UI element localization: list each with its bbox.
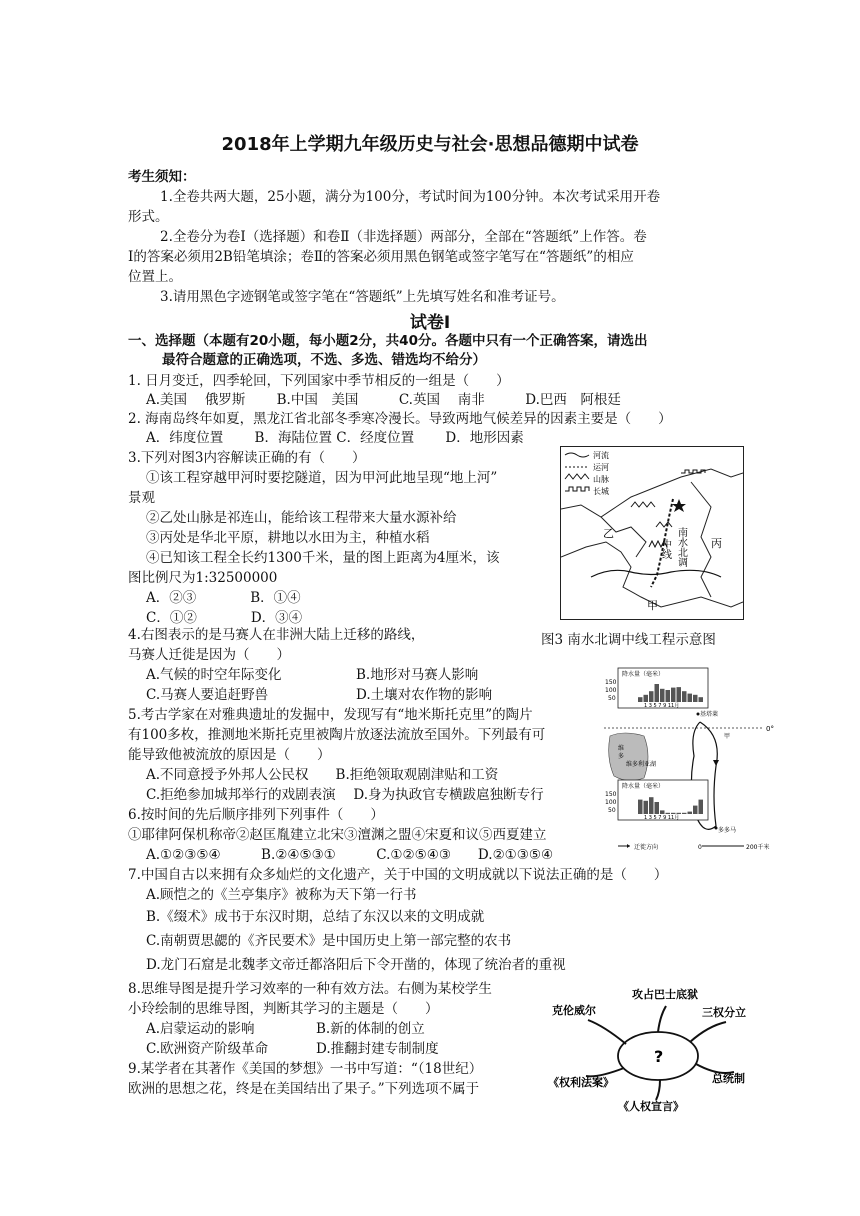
precip-bar [671, 688, 676, 702]
precip-bar [666, 813, 671, 814]
precip-bar [693, 695, 698, 702]
question-6-options: A.①②③⑤④ B.②④⑤③① C.①②⑤④③ D.②①③⑤④ [146, 847, 554, 863]
question-7-option-c: C.南朝贾思勰的《齐民要术》是中国历史上第一部完整的农书 [146, 933, 512, 949]
legend-river: 河流 [593, 451, 609, 460]
top-month-ticks: 1 3 5 7 9 11月 [644, 703, 680, 709]
question-8-option-c: C.欧洲资产阶级革命 [146, 1041, 269, 1057]
mind-map-node-bill-of-rights: 《权利法案》 [548, 1076, 614, 1089]
notice-heading: 考生须知： [128, 169, 196, 185]
question-4-option-d: D.土壤对农作物的影响 [356, 687, 493, 703]
bottom-chart-label: 降水量（毫米） [622, 783, 665, 790]
question-8-option-a: A.启蒙运动的影响 [146, 1021, 255, 1037]
question-3-statement: 景观 [128, 490, 155, 506]
question-9-stem: 9.某学者在其著作《美国的梦想》一书中写道：“（18世纪） [128, 1061, 483, 1077]
notice-line: 2.全卷分为卷Ⅰ（选择题）和卷Ⅱ（非选择题）两部分，全部在“答题纸”上作答。卷 [160, 229, 647, 245]
precip-bar [644, 801, 649, 814]
figure-3-map [560, 446, 744, 620]
precip-bar [649, 797, 654, 814]
map-label-yi: 乙 [603, 527, 614, 540]
figure-4-migration-map [604, 666, 780, 856]
question-8-stem: 小玲绘制的思维导图，判断其学习的主题是（ ） [128, 1001, 439, 1017]
precip-bar [699, 697, 704, 702]
precip-bar [649, 691, 654, 702]
question-4-stem: 马赛人迁徙是因为（ ） [128, 647, 290, 663]
legend-mountain: 山脉 [593, 475, 609, 484]
precip-bar [699, 800, 704, 814]
bottom-month-ticks: 1 3 5 7 9 11月 [644, 815, 680, 821]
mark-jia: 甲 [724, 733, 731, 740]
scale-200: 200千米 [746, 844, 770, 851]
map-label-jia: 甲 [647, 599, 658, 612]
question-5-stem: 能导致他被流放的原因是（ ） [128, 747, 331, 763]
tick-100: 100 [605, 687, 617, 694]
tick-100b: 100 [605, 799, 617, 806]
paper-one-heading: 试卷Ⅰ [409, 313, 451, 333]
question-7-option-a: A.顾恺之的《兰亭集序》被称为天下第一行书 [146, 887, 417, 903]
question-9-stem: 欧洲的思想之花，终是在美国结出了果子。”下列选项不属于 [128, 1081, 480, 1097]
lake-label-1: 维 [618, 745, 625, 752]
question-2-stem: 2. 海南岛终年如夏，黑龙江省北部冬季寒冷漫长。导致两地气候差异的因素主要是（ ） [128, 411, 672, 427]
question-3-options: A．②③ B．①④ [146, 590, 301, 606]
precip-bar [677, 813, 682, 814]
question-4-stem: 4.右图表示的是马赛人在非洲大陆上迁移的路线， [128, 627, 425, 643]
section-heading: 一、选择题（本题有20小题，每小题2分，共40分。各题中只有一个正确答案，请选出 [128, 333, 648, 349]
notice-line: Ⅰ的答案必须用2B铅笔填涂；卷Ⅱ的答案必须用黑色钢笔或签字笔写在“答题纸”的相应 [128, 249, 634, 265]
notice-line: 1.全卷共两大题，25小题，满分为100分，考试时间为100分钟。本次考试采用开卷 [160, 189, 661, 205]
question-4-option-c: C.马赛人要追赶野兽 [146, 687, 269, 703]
legend-wall: 长城 [593, 487, 609, 496]
tick-50: 50 [608, 695, 616, 702]
question-7-stem: 7.中国自古以来拥有众多灿烂的文化遗产，关于中国的文明成就以下说法正确的是（ ） [128, 867, 668, 883]
question-1-stem: 1. 日月变迁，四季轮回，下列国家中季节相反的一组是（ ） [128, 373, 510, 389]
place-dodoma: 多多马 [718, 827, 737, 834]
precip-bar [655, 802, 660, 814]
precip-bar [644, 695, 649, 702]
question-5-options: C.拒绝参加城邦举行的戏剧表演 D.身为执政官专横跋扈独断专行 [146, 787, 544, 803]
precip-bar [655, 684, 660, 702]
notice-line: 位置上。 [128, 269, 182, 285]
mind-map-node-separation: 三权分立 [702, 1006, 746, 1019]
mind-map-node-presidential: 总统制 [712, 1072, 745, 1085]
tick-150: 150 [605, 679, 617, 686]
section-heading: 最符合题意的正确选项，不选、多选、错选均不给分） [162, 352, 486, 368]
question-7-option-b: B.《缀术》成书于东汉时期，总结了东汉以来的文明成就 [146, 909, 485, 925]
figure-3-caption: 图3 南水北调中线工程示意图 [541, 632, 716, 648]
precip-bar [638, 800, 643, 814]
question-3-statement: 图比例尺为1:32500000 [128, 570, 278, 586]
question-5-stem: 有100多枚，推测地米斯托克里被陶片放逐法流放至国外。下列最有可 [128, 727, 546, 743]
question-5-stem: 5.考古学家在对雅典遗址的发掘中，发现写有“地米斯托克里”的陶片 [128, 707, 533, 723]
map-drawing [561, 447, 743, 619]
question-4-option-b: B.地形对马赛人影响 [356, 667, 479, 683]
question-6-stem: 6.按时间的先后顺序排列下列事件（ ） [128, 807, 384, 823]
mind-map-drawing [548, 986, 760, 1116]
mind-map-figure [548, 986, 760, 1116]
question-8-option-d: D.推翻封建专制制度 [316, 1041, 439, 1057]
notice-line: 3.请用黑色字迹钢笔或签字笔在“答题纸”上先填写姓名和准考证号。 [160, 289, 565, 305]
question-3-statement: ④已知该工程全长约1300千米，量的图上距离为4厘米，该 [146, 550, 500, 566]
place-kitale: 基塔莱 [700, 711, 719, 718]
legend-migration: 迁徙方向 [634, 844, 659, 851]
lake-label-3: 维多利亚湖 [626, 761, 657, 768]
page-title: 2018年上学期九年级历史与社会·思想品德期中试卷 [221, 134, 639, 155]
equator-label: 0° [766, 725, 774, 733]
precip-bar [688, 694, 693, 702]
legend-canal: 运河 [593, 463, 609, 472]
mind-map-node-bastille: 攻占巴士底狱 [632, 988, 698, 1001]
mind-map-node-cromwell: 克伦威尔 [552, 1004, 596, 1017]
top-chart-label: 降水量（毫米） [622, 671, 665, 678]
question-4-option-a: A.气候的时空年际变化 [146, 667, 282, 683]
tick-50b: 50 [608, 807, 616, 814]
mind-map-node-declaration: 《人权宣言》 [618, 1100, 684, 1113]
map-label-middle-line: 中线 [659, 539, 671, 559]
mind-map-center: ? [654, 1047, 664, 1066]
question-3-options: C．①② D．③④ [146, 610, 303, 626]
question-5-options: A.不同意授予外邦人公民权 B.拒绝领取观剧津贴和工资 [146, 767, 499, 783]
question-3-statement: ③丙处是华北平原，耕地以水田为主，种植水稻 [146, 530, 430, 546]
question-3-stem: 3.下列对图3内容解读正确的有（ ） [128, 450, 366, 466]
precip-bar [682, 813, 687, 814]
question-8-option-b: B.新的体制的创立 [316, 1021, 425, 1037]
precip-bar [688, 812, 693, 814]
question-2-options: A．纬度位置 B．海陆位置 C．经度位置 D．地形因素 [146, 430, 524, 446]
precip-bar [693, 806, 698, 814]
tick-150b: 150 [605, 791, 617, 798]
precip-bar [666, 690, 671, 702]
precip-bar [660, 810, 665, 814]
map-label-bing: 丙 [711, 537, 722, 550]
question-7-option-d: D.龙门石窟是北魏孝文帝迁都洛阳后下令开凿的，体现了统治者的重视 [146, 957, 566, 973]
notice-line: 形式。 [128, 209, 169, 225]
migration-drawing [604, 666, 780, 856]
question-3-statement: ②乙处山脉是祁连山，能给该工程带来大量水源补给 [146, 510, 457, 526]
precip-bar [638, 697, 643, 702]
question-6-items: ①耶律阿保机称帝②赵匡胤建立北宋③澶渊之盟④宋夏和议⑤西夏建立 [128, 827, 547, 843]
precip-bar [682, 691, 687, 702]
question-8-stem: 8.思维导图是提升学习效率的一种有效方法。右侧为某校学生 [128, 981, 492, 997]
precip-bar [671, 813, 676, 814]
question-1-options: A.美国 俄罗斯 B.中国 美国 C.英国 南非 D.巴西 阿根廷 [146, 392, 621, 408]
precip-bar [677, 687, 682, 702]
question-3-statement: ①该工程穿越甲河时要挖隧道，因为甲河此地呈现“地上河” [146, 470, 498, 486]
lake-label-2: 多 [618, 753, 625, 760]
precip-bar [660, 689, 665, 702]
map-label-south-north: 南水北调 [675, 527, 687, 567]
scale-zero: 0 [698, 844, 702, 851]
